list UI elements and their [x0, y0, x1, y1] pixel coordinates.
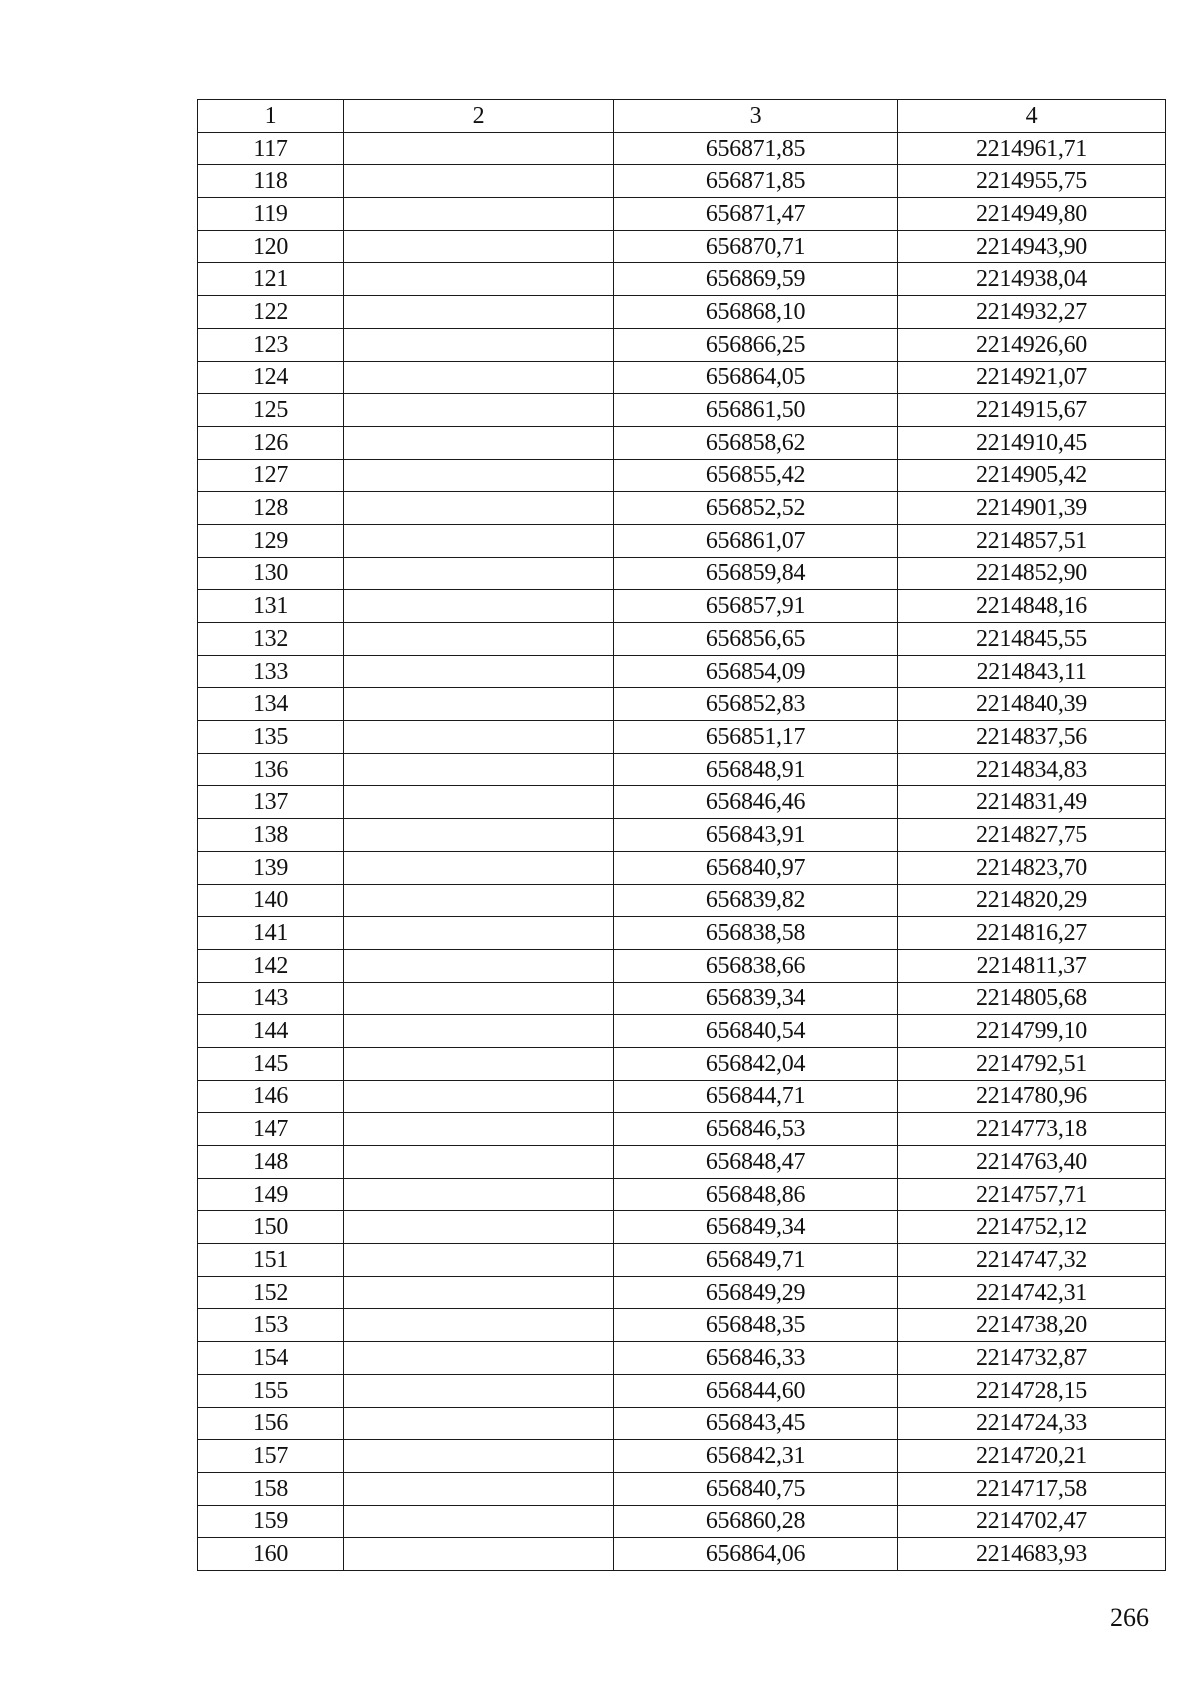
description-cell [344, 851, 614, 884]
point-number-cell: 121 [198, 263, 344, 296]
description-cell [344, 982, 614, 1015]
table-row [198, 1015, 1166, 1048]
y-coordinate-cell: 2214747,32 [898, 1244, 1166, 1277]
point-number-cell: 119 [198, 198, 344, 231]
table-row [198, 263, 1166, 296]
point-number-cell: 137 [198, 786, 344, 819]
y-coordinate-cell: 2214831,49 [898, 786, 1166, 819]
y-coordinate-cell: 2214732,87 [898, 1342, 1166, 1375]
x-coordinate-cell: 656852,52 [614, 492, 898, 525]
y-coordinate-cell: 2214816,27 [898, 917, 1166, 950]
x-coordinate-cell: 656849,29 [614, 1276, 898, 1309]
table-row [198, 1113, 1166, 1146]
y-coordinate-cell: 2214857,51 [898, 524, 1166, 557]
x-coordinate-cell: 656846,33 [614, 1342, 898, 1375]
y-coordinate-cell: 2214843,11 [898, 655, 1166, 688]
table-row [198, 459, 1166, 492]
table-row [198, 328, 1166, 361]
x-coordinate-cell: 656870,71 [614, 230, 898, 263]
table-row [198, 1505, 1166, 1538]
table-row [198, 1276, 1166, 1309]
y-coordinate-cell: 2214943,90 [898, 230, 1166, 263]
description-cell [344, 1342, 614, 1375]
point-number-cell: 159 [198, 1505, 344, 1538]
description-cell [344, 1113, 614, 1146]
point-number-cell: 138 [198, 819, 344, 852]
point-number-cell: 135 [198, 721, 344, 754]
y-coordinate-cell: 2214683,93 [898, 1538, 1166, 1571]
table-row [198, 623, 1166, 656]
x-coordinate-cell: 656864,05 [614, 361, 898, 394]
table-row [198, 1244, 1166, 1277]
table-row [198, 1342, 1166, 1375]
description-cell [344, 1178, 614, 1211]
y-coordinate-cell: 2214811,37 [898, 949, 1166, 982]
point-number-cell: 128 [198, 492, 344, 525]
table-header [198, 100, 1166, 133]
description-cell [344, 949, 614, 982]
x-coordinate-cell: 656838,66 [614, 949, 898, 982]
y-coordinate-cell: 2214840,39 [898, 688, 1166, 721]
x-coordinate-cell: 656861,50 [614, 394, 898, 427]
x-coordinate-cell: 656871,85 [614, 165, 898, 198]
description-cell [344, 1374, 614, 1407]
header-col-3: 3 [614, 100, 898, 133]
table-row [198, 1440, 1166, 1473]
y-coordinate-cell: 2214780,96 [898, 1080, 1166, 1113]
page-number: 266 [1110, 1603, 1149, 1632]
point-number-cell: 157 [198, 1440, 344, 1473]
x-coordinate-cell: 656871,47 [614, 198, 898, 231]
x-coordinate-cell: 656871,85 [614, 132, 898, 165]
table-row [198, 819, 1166, 852]
x-coordinate-cell: 656851,17 [614, 721, 898, 754]
description-cell [344, 1276, 614, 1309]
point-number-cell: 146 [198, 1080, 344, 1113]
x-coordinate-cell: 656840,54 [614, 1015, 898, 1048]
x-coordinate-cell: 656854,09 [614, 655, 898, 688]
table-row [198, 165, 1166, 198]
x-coordinate-cell: 656844,60 [614, 1374, 898, 1407]
y-coordinate-cell: 2214949,80 [898, 198, 1166, 231]
description-cell [344, 1146, 614, 1179]
y-coordinate-cell: 2214820,29 [898, 884, 1166, 917]
y-coordinate-cell: 2214848,16 [898, 590, 1166, 623]
y-coordinate-cell: 2214805,68 [898, 982, 1166, 1015]
y-coordinate-cell: 2214926,60 [898, 328, 1166, 361]
description-cell [344, 263, 614, 296]
x-coordinate-cell: 656861,07 [614, 524, 898, 557]
description-cell [344, 361, 614, 394]
x-coordinate-cell: 656842,04 [614, 1047, 898, 1080]
table-row [198, 1407, 1166, 1440]
x-coordinate-cell: 656849,71 [614, 1244, 898, 1277]
y-coordinate-cell: 2214852,90 [898, 557, 1166, 590]
point-number-cell: 158 [198, 1472, 344, 1505]
x-coordinate-cell: 656860,28 [614, 1505, 898, 1538]
y-coordinate-cell: 2214773,18 [898, 1113, 1166, 1146]
table-row [198, 1309, 1166, 1342]
y-coordinate-cell: 2214834,83 [898, 753, 1166, 786]
table-row [198, 917, 1166, 950]
x-coordinate-cell: 656842,31 [614, 1440, 898, 1473]
y-coordinate-cell: 2214717,58 [898, 1472, 1166, 1505]
x-coordinate-cell: 656848,86 [614, 1178, 898, 1211]
y-coordinate-cell: 2214955,75 [898, 165, 1166, 198]
x-coordinate-cell: 656848,35 [614, 1309, 898, 1342]
table-row [198, 982, 1166, 1015]
point-number-cell: 152 [198, 1276, 344, 1309]
description-cell [344, 198, 614, 231]
y-coordinate-cell: 2214752,12 [898, 1211, 1166, 1244]
x-coordinate-cell: 656864,06 [614, 1538, 898, 1571]
description-cell [344, 1309, 614, 1342]
x-coordinate-cell: 656852,83 [614, 688, 898, 721]
x-coordinate-cell: 656843,91 [614, 819, 898, 852]
y-coordinate-cell: 2214724,33 [898, 1407, 1166, 1440]
point-number-cell: 160 [198, 1538, 344, 1571]
description-cell [344, 328, 614, 361]
table-row [198, 786, 1166, 819]
table-row [198, 296, 1166, 329]
y-coordinate-cell: 2214961,71 [898, 132, 1166, 165]
point-number-cell: 142 [198, 949, 344, 982]
point-number-cell: 124 [198, 361, 344, 394]
table-row [198, 884, 1166, 917]
table-row [198, 1472, 1166, 1505]
point-number-cell: 144 [198, 1015, 344, 1048]
y-coordinate-cell: 2214763,40 [898, 1146, 1166, 1179]
x-coordinate-cell: 656869,59 [614, 263, 898, 296]
point-number-cell: 126 [198, 426, 344, 459]
y-coordinate-cell: 2214901,39 [898, 492, 1166, 525]
y-coordinate-cell: 2214742,31 [898, 1276, 1166, 1309]
point-number-cell: 130 [198, 557, 344, 590]
table-row [198, 198, 1166, 231]
table-row [198, 949, 1166, 982]
header-col-4: 4 [898, 100, 1166, 133]
table-row [198, 590, 1166, 623]
header-row [198, 100, 1166, 133]
point-number-cell: 117 [198, 132, 344, 165]
x-coordinate-cell: 656858,62 [614, 426, 898, 459]
point-number-cell: 123 [198, 328, 344, 361]
description-cell [344, 132, 614, 165]
description-cell [344, 1538, 614, 1571]
y-coordinate-cell: 2214827,75 [898, 819, 1166, 852]
y-coordinate-cell: 2214837,56 [898, 721, 1166, 754]
description-cell [344, 394, 614, 427]
description-cell [344, 1080, 614, 1113]
description-cell [344, 819, 614, 852]
x-coordinate-cell: 656866,25 [614, 328, 898, 361]
point-number-cell: 133 [198, 655, 344, 688]
point-number-cell: 149 [198, 1178, 344, 1211]
x-coordinate-cell: 656849,34 [614, 1211, 898, 1244]
description-cell [344, 296, 614, 329]
description-cell [344, 1015, 614, 1048]
description-cell [344, 753, 614, 786]
x-coordinate-cell: 656846,53 [614, 1113, 898, 1146]
y-coordinate-cell: 2214905,42 [898, 459, 1166, 492]
table-row [198, 132, 1166, 165]
point-number-cell: 156 [198, 1407, 344, 1440]
x-coordinate-cell: 656859,84 [614, 557, 898, 590]
y-coordinate-cell: 2214738,20 [898, 1309, 1166, 1342]
x-coordinate-cell: 656839,34 [614, 982, 898, 1015]
table-row [198, 1178, 1166, 1211]
description-cell [344, 1047, 614, 1080]
header-col-1: 1 [198, 100, 344, 133]
point-number-cell: 154 [198, 1342, 344, 1375]
table-row [198, 688, 1166, 721]
table-row [198, 1146, 1166, 1179]
table-row [198, 230, 1166, 263]
point-number-cell: 122 [198, 296, 344, 329]
y-coordinate-cell: 2214728,15 [898, 1374, 1166, 1407]
y-coordinate-cell: 2214823,70 [898, 851, 1166, 884]
description-cell [344, 1440, 614, 1473]
point-number-cell: 131 [198, 590, 344, 623]
description-cell [344, 786, 614, 819]
y-coordinate-cell: 2214910,45 [898, 426, 1166, 459]
description-cell [344, 492, 614, 525]
table-row [198, 394, 1166, 427]
table-row [198, 753, 1166, 786]
y-coordinate-cell: 2214702,47 [898, 1505, 1166, 1538]
description-cell [344, 1211, 614, 1244]
table-row [198, 361, 1166, 394]
table-row [198, 524, 1166, 557]
x-coordinate-cell: 656857,91 [614, 590, 898, 623]
y-coordinate-cell: 2214932,27 [898, 296, 1166, 329]
x-coordinate-cell: 656856,65 [614, 623, 898, 656]
description-cell [344, 623, 614, 656]
table-row [198, 1080, 1166, 1113]
y-coordinate-cell: 2214792,51 [898, 1047, 1166, 1080]
point-number-cell: 147 [198, 1113, 344, 1146]
point-number-cell: 134 [198, 688, 344, 721]
point-number-cell: 148 [198, 1146, 344, 1179]
y-coordinate-cell: 2214921,07 [898, 361, 1166, 394]
description-cell [344, 459, 614, 492]
x-coordinate-cell: 656839,82 [614, 884, 898, 917]
description-cell [344, 1407, 614, 1440]
point-number-cell: 141 [198, 917, 344, 950]
table-row [198, 1538, 1166, 1571]
point-number-cell: 150 [198, 1211, 344, 1244]
table-row [198, 426, 1166, 459]
x-coordinate-cell: 656848,91 [614, 753, 898, 786]
description-cell [344, 721, 614, 754]
description-cell [344, 655, 614, 688]
description-cell [344, 426, 614, 459]
y-coordinate-cell: 2214720,21 [898, 1440, 1166, 1473]
x-coordinate-cell: 656855,42 [614, 459, 898, 492]
description-cell [344, 165, 614, 198]
point-number-cell: 145 [198, 1047, 344, 1080]
coordinates-table [197, 99, 1166, 1571]
table-row [198, 721, 1166, 754]
y-coordinate-cell: 2214799,10 [898, 1015, 1166, 1048]
y-coordinate-cell: 2214938,04 [898, 263, 1166, 296]
point-number-cell: 120 [198, 230, 344, 263]
y-coordinate-cell: 2214915,67 [898, 394, 1166, 427]
description-cell [344, 524, 614, 557]
x-coordinate-cell: 656846,46 [614, 786, 898, 819]
x-coordinate-cell: 656868,10 [614, 296, 898, 329]
description-cell [344, 1472, 614, 1505]
table-row [198, 655, 1166, 688]
table-row [198, 851, 1166, 884]
header-col-2: 2 [344, 100, 614, 133]
x-coordinate-cell: 656844,71 [614, 1080, 898, 1113]
table-body [198, 132, 1166, 1570]
y-coordinate-cell: 2214845,55 [898, 623, 1166, 656]
description-cell [344, 688, 614, 721]
x-coordinate-cell: 656838,58 [614, 917, 898, 950]
table-row [198, 492, 1166, 525]
point-number-cell: 143 [198, 982, 344, 1015]
description-cell [344, 884, 614, 917]
point-number-cell: 139 [198, 851, 344, 884]
point-number-cell: 140 [198, 884, 344, 917]
point-number-cell: 127 [198, 459, 344, 492]
point-number-cell: 136 [198, 753, 344, 786]
point-number-cell: 118 [198, 165, 344, 198]
description-cell [344, 1505, 614, 1538]
table-row [198, 1047, 1166, 1080]
x-coordinate-cell: 656840,75 [614, 1472, 898, 1505]
x-coordinate-cell: 656840,97 [614, 851, 898, 884]
y-coordinate-cell: 2214757,71 [898, 1178, 1166, 1211]
point-number-cell: 125 [198, 394, 344, 427]
description-cell [344, 917, 614, 950]
point-number-cell: 129 [198, 524, 344, 557]
description-cell [344, 590, 614, 623]
description-cell [344, 557, 614, 590]
point-number-cell: 155 [198, 1374, 344, 1407]
table-row [198, 557, 1166, 590]
description-cell [344, 1244, 614, 1277]
x-coordinate-cell: 656848,47 [614, 1146, 898, 1179]
point-number-cell: 132 [198, 623, 344, 656]
point-number-cell: 151 [198, 1244, 344, 1277]
table-row [198, 1211, 1166, 1244]
x-coordinate-cell: 656843,45 [614, 1407, 898, 1440]
description-cell [344, 230, 614, 263]
table-row [198, 1374, 1166, 1407]
point-number-cell: 153 [198, 1309, 344, 1342]
